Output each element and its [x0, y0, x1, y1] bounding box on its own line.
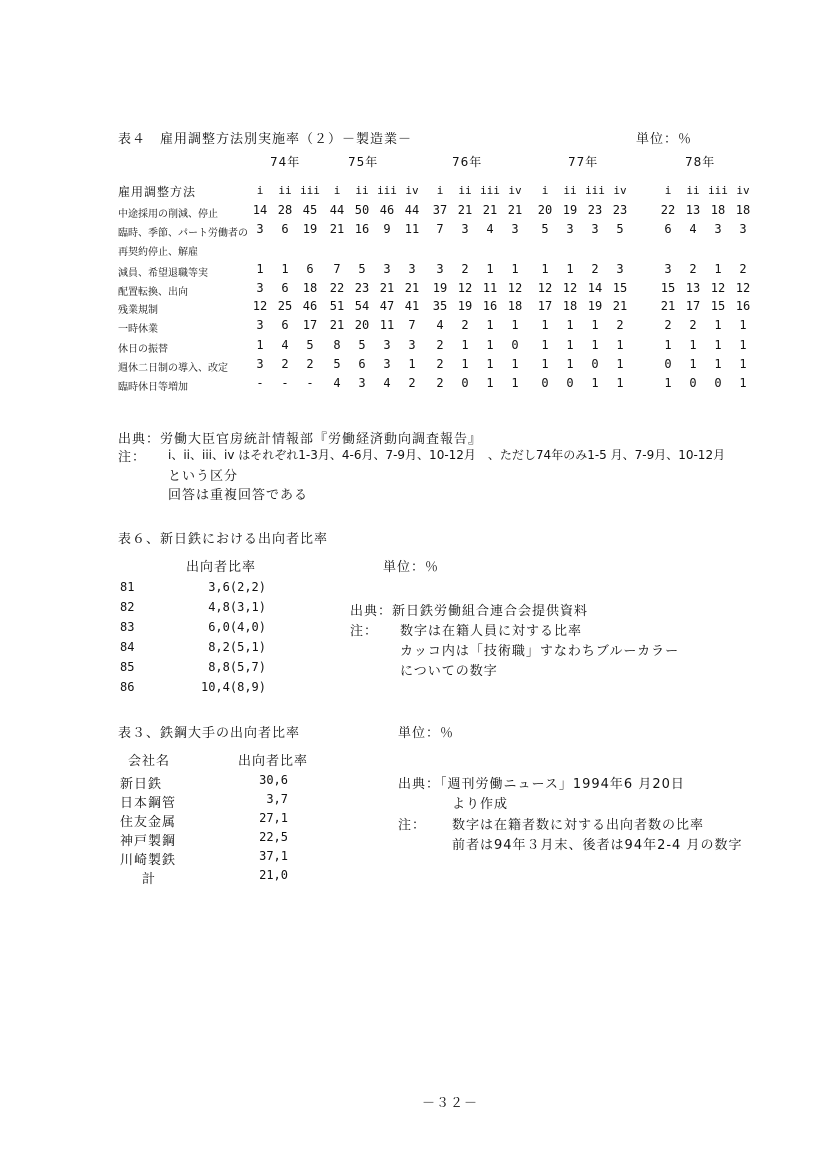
table4-cell: 22 [329, 281, 345, 295]
table4-cell: 2 [436, 338, 444, 352]
table4-cell: 1 [566, 338, 574, 352]
table4-header-label: 雇用調整方法 [118, 185, 197, 199]
table4-cell: 44 [404, 203, 420, 217]
table4-row-label: 臨時、季節、パート労働者の [118, 228, 248, 239]
table4-cell: 3 [739, 222, 747, 236]
table4-cell: 0 [591, 357, 599, 371]
table4-cell: 0 [461, 376, 469, 390]
table3-col-ratio: 出向者比率 [238, 754, 309, 769]
table4-quarter-header: ii [458, 184, 472, 197]
table4-cell: 1 [541, 318, 549, 332]
table4-cell: 14 [252, 203, 268, 217]
table4-cell: 18 [302, 281, 318, 295]
table4-cell: 4 [383, 376, 391, 390]
table4-cell: 21 [329, 222, 345, 236]
table4-cell: 1 [461, 357, 469, 371]
table4-cell: 12 [457, 281, 473, 295]
table6-year: 83 [120, 620, 135, 634]
table4-quarter-header: iv [508, 184, 522, 197]
table4-cell: 1 [541, 357, 549, 371]
table4-cell: 12 [507, 281, 523, 295]
table4-source: 出典：労働大臣官房統計情報部『労働経済動向調査報告』 [118, 432, 483, 447]
table4-cell: 1 [486, 338, 494, 352]
table4-cell: 21 [482, 203, 498, 217]
table4-cell: 1 [664, 338, 672, 352]
table4-cell: 0 [541, 376, 549, 390]
table4-cell: 13 [685, 281, 701, 295]
table4-cell: 4 [281, 338, 289, 352]
table4-cell: 23 [354, 281, 370, 295]
table4-cell: 23 [612, 203, 628, 217]
table4-cell: 1 [511, 357, 519, 371]
table4-cell: 2 [616, 318, 624, 332]
table4-cell: 1 [281, 262, 289, 276]
table4-year-2: 76年 [452, 155, 483, 169]
table3-value: 30,6 [259, 773, 288, 787]
table4-cell: 2 [436, 357, 444, 371]
table4-cell: 5 [541, 222, 549, 236]
table4-cell: 0 [714, 376, 722, 390]
table4-cell: 20 [537, 203, 553, 217]
table4-cell: 16 [735, 299, 751, 313]
table4-cell: 2 [689, 318, 697, 332]
table4-cell: 3 [383, 262, 391, 276]
table3-company: 計 [142, 872, 157, 887]
table4-cell: 1 [541, 338, 549, 352]
table4-cell: 17 [685, 299, 701, 313]
table4-quarter-header: i [436, 184, 444, 197]
table4-quarter-header: iv [736, 184, 750, 197]
table4-cell: 1 [566, 262, 574, 276]
table4-cell: 3 [358, 376, 366, 390]
table4-cell: 16 [482, 299, 498, 313]
table4-quarter-header: ii [278, 184, 292, 197]
table3-col-company: 会社名 [128, 754, 171, 769]
table4-cell: 1 [739, 357, 747, 371]
table4-cell: 3 [256, 318, 264, 332]
table4-cell: 3 [256, 357, 264, 371]
table4-cell: 12 [562, 281, 578, 295]
table3-value: 21,0 [259, 868, 288, 882]
table4-cell: 21 [379, 281, 395, 295]
table4-cell: 1 [486, 376, 494, 390]
table4-cell: 2 [689, 262, 697, 276]
table4-note-line1: i、ii、iii、iv はそれぞれ1-3月、4-6月、7-9月、10-12月 、ただし74年のみ1-5 月、7-9月、10-12月 [168, 448, 726, 462]
table4-cell: 11 [404, 222, 420, 236]
table4-cell: 0 [689, 376, 697, 390]
table4-cell: 47 [379, 299, 395, 313]
table4-row-label: 配置転換、出向 [118, 287, 188, 298]
table6-year: 81 [120, 580, 135, 594]
table4-cell: 5 [358, 338, 366, 352]
table6-value: 10,4(8,9) [200, 680, 266, 694]
table4-cell: 18 [735, 203, 751, 217]
table4-cell: 1 [256, 338, 264, 352]
table4-cell: 3 [408, 262, 416, 276]
table4-cell: 2 [461, 262, 469, 276]
table4-cell: 3 [511, 222, 519, 236]
table4-cell: 1 [616, 376, 624, 390]
table4-cell: 6 [664, 222, 672, 236]
table4-note-line2: という区分 [168, 469, 239, 484]
table4-cell: 5 [616, 222, 624, 236]
table6-source: 出典：新日鉄労働組合連合会提供資料 [350, 604, 589, 619]
table4-cell: 3 [591, 222, 599, 236]
table4-cell: 1 [616, 338, 624, 352]
table4-cell: 19 [587, 299, 603, 313]
table4-cell: 4 [333, 376, 341, 390]
table4-row-label: 休日の振替 [118, 344, 168, 355]
table4-note-line3: 回答は重複回答である [168, 488, 309, 503]
table4-cell: 17 [537, 299, 553, 313]
table6-unit: 単位：％ [383, 560, 440, 575]
table4-quarter-header: iii [708, 184, 728, 197]
table4-cell: 15 [612, 281, 628, 295]
table6-note-line1: 数字は在籍人員に対する比率 [400, 624, 583, 639]
table4-cell: 9 [383, 222, 391, 236]
table4-cell: 2 [408, 376, 416, 390]
table4-cell: 1 [739, 338, 747, 352]
table4-cell: 1 [511, 376, 519, 390]
table4-note-label: 注： [118, 450, 147, 465]
table4-cell: 21 [329, 318, 345, 332]
table4-cell: 1 [714, 338, 722, 352]
table4-cell: 1 [714, 262, 722, 276]
table4-row-label: 再契約停止、解雇 [118, 247, 198, 258]
table4-cell: 1 [664, 376, 672, 390]
table4-cell: 7 [436, 222, 444, 236]
table4-cell: 5 [333, 357, 341, 371]
table4-cell: 0 [511, 338, 519, 352]
table4-cell: 35 [432, 299, 448, 313]
table4-cell: 41 [404, 299, 420, 313]
table4-cell: 11 [379, 318, 395, 332]
table4-cell: 5 [358, 262, 366, 276]
table4-cell: 6 [281, 318, 289, 332]
table3-value: 27,1 [259, 811, 288, 825]
table4-cell: 1 [591, 376, 599, 390]
table4-cell: 45 [302, 203, 318, 217]
table4-cell: 1 [461, 338, 469, 352]
table4-cell: 44 [329, 203, 345, 217]
table4-cell: 21 [507, 203, 523, 217]
table4-cell: 1 [591, 338, 599, 352]
table6-year: 82 [120, 600, 135, 614]
table4-cell: 3 [256, 222, 264, 236]
table4-cell: 4 [436, 318, 444, 332]
table4-quarter-header: iii [585, 184, 605, 197]
table4-unit: 単位：％ [636, 132, 693, 147]
table4-cell: 23 [587, 203, 603, 217]
table4-quarter-header: iii [480, 184, 500, 197]
table4-cell: 1 [591, 318, 599, 332]
table4-cell: 18 [562, 299, 578, 313]
table4-cell: 19 [432, 281, 448, 295]
table4-cell: 6 [306, 262, 314, 276]
table4-cell: 5 [306, 338, 314, 352]
table4-cell: 12 [710, 281, 726, 295]
table4-cell: 3 [383, 338, 391, 352]
table4-cell: 15 [710, 299, 726, 313]
table3-source: 出典：「週刊労働ニュース」1994年6 月20日 [398, 777, 685, 792]
table4-cell: 1 [714, 318, 722, 332]
table4-cell: 1 [511, 262, 519, 276]
table4-cell: 12 [537, 281, 553, 295]
table4-cell: 1 [566, 357, 574, 371]
table4-cell: 1 [486, 318, 494, 332]
table4-cell: 3 [566, 222, 574, 236]
table4-cell: 51 [329, 299, 345, 313]
table6-year: 84 [120, 640, 135, 654]
table4-cell: 2 [436, 376, 444, 390]
table4-cell: 1 [616, 357, 624, 371]
table4-cell: 54 [354, 299, 370, 313]
table4-cell: 21 [404, 281, 420, 295]
table4-cell: 2 [281, 357, 289, 371]
table4-cell: 21 [612, 299, 628, 313]
table4-cell: 3 [436, 262, 444, 276]
table4-quarter-header: iv [613, 184, 627, 197]
table4-title: 表４ 雇用調整方法別実施率（２）－製造業－ [118, 132, 413, 147]
table3-source-line2: より作成 [452, 797, 509, 812]
table4-cell: 2 [591, 262, 599, 276]
table4-cell: 18 [507, 299, 523, 313]
table4-cell: 19 [302, 222, 318, 236]
table4-cell: 1 [511, 318, 519, 332]
table4-row-label: 減員、希望退職等実 [118, 268, 208, 279]
table4-cell: - [256, 376, 264, 390]
table3-note-label: 注： [398, 818, 427, 833]
table4-row-label: 週休二日制の導入、改定 [118, 363, 228, 374]
table6-note-label: 注： [350, 624, 379, 639]
table4-year-0: 74年 [270, 155, 301, 169]
table4-cell: - [306, 376, 314, 390]
table6-value: 8,2(5,1) [208, 640, 266, 654]
table6-note-line3: についての数字 [400, 664, 498, 679]
table4-cell: 6 [358, 357, 366, 371]
table4-year-1: 75年 [348, 155, 379, 169]
table4-cell: 12 [252, 299, 268, 313]
table4-row-label: 中途採用の削減、停止 [118, 209, 218, 220]
table4-quarter-header: i [541, 184, 549, 197]
table4-cell: 17 [302, 318, 318, 332]
table6-title: 表６、新日鉄における出向者比率 [118, 532, 329, 547]
table4-quarter-header: i [333, 184, 341, 197]
table4-cell: 1 [739, 318, 747, 332]
table4-cell: 3 [408, 338, 416, 352]
table3-company: 住友金属 [120, 815, 177, 830]
table6-col-header: 出向者比率 [186, 560, 257, 575]
table4-cell: 8 [333, 338, 341, 352]
table4-quarter-header: iii [377, 184, 397, 197]
table4-cell: 4 [689, 222, 697, 236]
table4-cell: 2 [664, 318, 672, 332]
table4-quarter-header: ii [686, 184, 700, 197]
table4-cell: 1 [256, 262, 264, 276]
table4-cell: 3 [664, 262, 672, 276]
table3-company: 川崎製鉄 [120, 853, 177, 868]
table6-value: 6,0(4,0) [208, 620, 266, 634]
table4-cell: 2 [461, 318, 469, 332]
table4-cell: 21 [660, 299, 676, 313]
table4-cell: 3 [383, 357, 391, 371]
table4-cell: 1 [486, 357, 494, 371]
table6-value: 3,6(2,2) [208, 580, 266, 594]
page-number: －３２－ [422, 1096, 479, 1111]
table4-cell: 11 [482, 281, 498, 295]
table4-cell: 14 [587, 281, 603, 295]
table4-cell: 19 [562, 203, 578, 217]
table4-cell: 50 [354, 203, 370, 217]
table3-value: 37,1 [259, 849, 288, 863]
table4-cell: 4 [486, 222, 494, 236]
table4-cell: 12 [735, 281, 751, 295]
table4-cell: 15 [660, 281, 676, 295]
table3-title: 表３、鉄鋼大手の出向者比率 [118, 726, 301, 741]
table4-cell: 2 [306, 357, 314, 371]
table4-year-3: 77年 [568, 155, 599, 169]
table4-quarter-header: i [664, 184, 672, 197]
table4-cell: 19 [457, 299, 473, 313]
table4-cell: 0 [566, 376, 574, 390]
table4-cell: 1 [689, 357, 697, 371]
table4-cell: 7 [333, 262, 341, 276]
table4-cell: 16 [354, 222, 370, 236]
table4-cell: 13 [685, 203, 701, 217]
table3-company: 神戸製鋼 [120, 834, 177, 849]
table4-cell: 1 [739, 376, 747, 390]
table4-cell: 1 [541, 262, 549, 276]
table4-cell: 3 [616, 262, 624, 276]
table4-quarter-header: ii [355, 184, 369, 197]
table4-quarter-header: ii [563, 184, 577, 197]
table3-value: 3,7 [266, 792, 288, 806]
table6-year: 86 [120, 680, 135, 694]
table4-cell: 22 [660, 203, 676, 217]
table4-cell: 6 [281, 222, 289, 236]
table4-cell: 1 [689, 338, 697, 352]
table4-cell: 21 [457, 203, 473, 217]
table4-year-4: 78年 [685, 155, 716, 169]
table4-cell: 18 [710, 203, 726, 217]
table4-cell: 1 [566, 318, 574, 332]
table6-year: 85 [120, 660, 135, 674]
table4-cell: 46 [302, 299, 318, 313]
table4-cell: 1 [714, 357, 722, 371]
table4-quarter-header: i [256, 184, 264, 197]
table3-value: 22,5 [259, 830, 288, 844]
table3-company: 新日鉄 [120, 777, 163, 792]
table4-cell: 28 [277, 203, 293, 217]
table3-unit: 単位：％ [398, 726, 455, 741]
table3-note-line1: 数字は在籍者数に対する出向者数の比率 [452, 818, 705, 833]
table6-note-line2: カッコ内は「技術職」すなわちブルーカラー [400, 644, 680, 659]
table4-row-label: 残業規制 [118, 305, 158, 316]
table4-cell: 0 [664, 357, 672, 371]
table4-cell: 2 [739, 262, 747, 276]
table4-cell: 3 [714, 222, 722, 236]
table3-note-line2: 前者は94年３月末、後者は94年2-4 月の数字 [452, 838, 743, 853]
table4-row-label: 臨時休日等増加 [118, 382, 188, 393]
table4-cell: 1 [408, 357, 416, 371]
table6-value: 4,8(3,1) [208, 600, 266, 614]
table3-company: 日本鋼管 [120, 796, 177, 811]
table4-cell: 20 [354, 318, 370, 332]
table4-quarter-header: iv [405, 184, 419, 197]
table4-cell: 1 [486, 262, 494, 276]
table4-cell: 3 [461, 222, 469, 236]
table4-cell: - [281, 376, 289, 390]
table4-row-label: 一時休業 [118, 324, 158, 335]
table4-cell: 37 [432, 203, 448, 217]
table4-cell: 3 [256, 281, 264, 295]
table4-cell: 7 [408, 318, 416, 332]
table6-value: 8,8(5,7) [208, 660, 266, 674]
table4-cell: 25 [277, 299, 293, 313]
table4-cell: 46 [379, 203, 395, 217]
table4-cell: 6 [281, 281, 289, 295]
table4-quarter-header: iii [300, 184, 320, 197]
